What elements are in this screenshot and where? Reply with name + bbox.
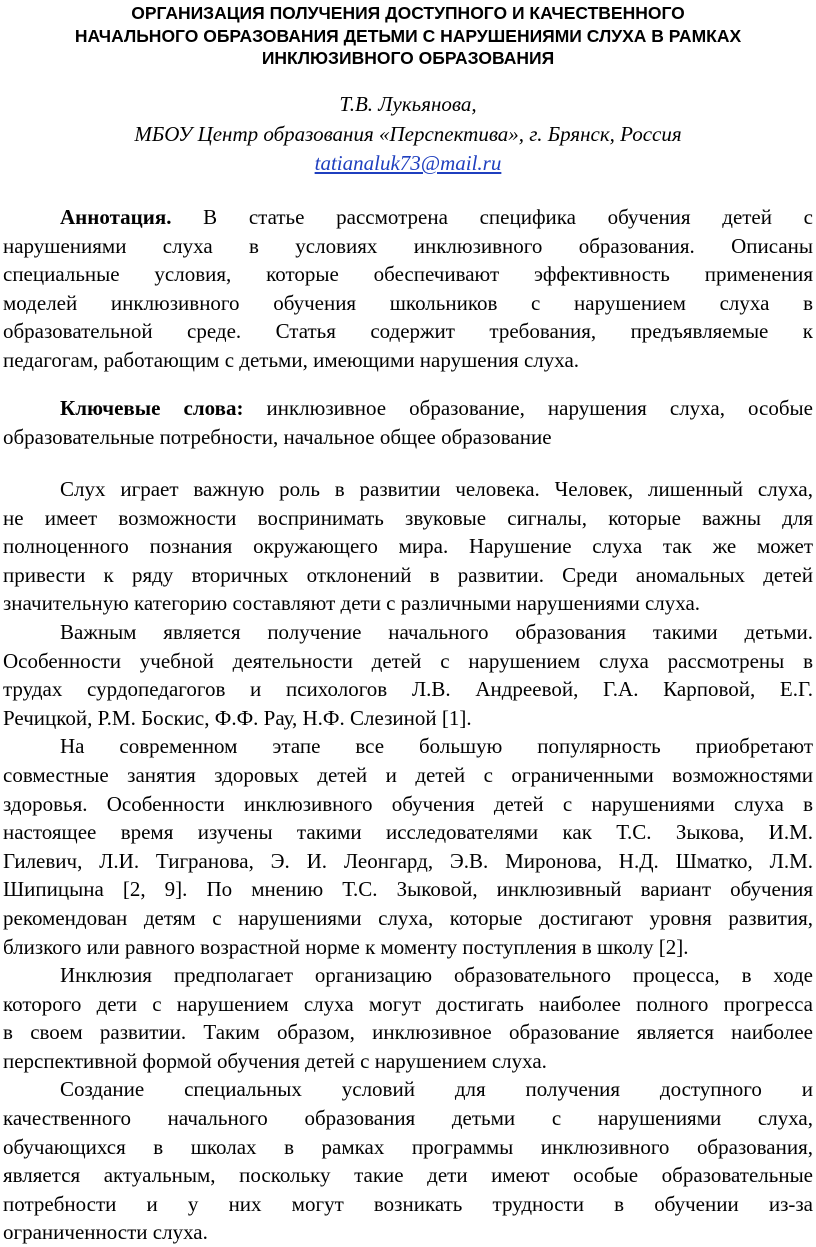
abstract-label: Аннотация. <box>60 205 172 229</box>
paragraph-line: близкого или равного возрастной норме к моменту поступления в школу [2]. <box>3 934 689 959</box>
paragraph-line: в своем развитии. Таким образом, инклюзивное образование является наиболее <box>3 1020 813 1045</box>
keywords <box>3 394 813 451</box>
paragraph-line: обучающихся в школах в рамках программы инклюзивного образования, <box>3 1134 813 1159</box>
abstract <box>3 203 813 375</box>
paragraph-line: Инклюзия предполагает организацию образовательного процесса, в ходе <box>60 963 813 988</box>
article-title <box>0 2 816 70</box>
abstract-line: моделей инклюзивного обучения школьников с нарушением слуха в <box>3 290 813 315</box>
paragraph-line: потребности и у них могут возникать трудности в обучении из-за <box>3 1191 813 1216</box>
paragraph-line: Создание специальных условий для получения доступного и <box>60 1077 813 1102</box>
paragraph-line: не имеет возможности воспринимать звуковые сигналы, которые важны для <box>3 505 813 530</box>
paragraph-line: рекомендован детям с нарушениями слуха, которые достигают уровня развития, <box>3 905 813 930</box>
paragraph-line: ограниченности слуха. <box>3 1220 208 1245</box>
paragraph-line: настоящее время изучены такими исследователями как Т.С. Зыкова, И.М. <box>3 820 813 845</box>
paragraph-line: трудах сурдопедагогов и психологов Л.В. Андреевой, Г.А. Карповой, Е.Г. <box>3 677 813 702</box>
title-line: ИНКЛЮЗИВНОГО ОБРАЗОВАНИЯ <box>261 48 555 68</box>
body-paragraph <box>3 618 813 732</box>
paragraph-line: качественного начального образования детьми с нарушениями слуха, <box>3 1106 813 1131</box>
author-email-link[interactable]: tatianaluk73@mail.ru <box>314 151 502 175</box>
keywords-label: Ключевые слова: <box>60 396 244 420</box>
abstract-line: нарушениями слуха в условиях инклюзивного образования. Описаны <box>3 233 813 258</box>
body-paragraph <box>3 961 813 1075</box>
paragraph-line: Шипицына [2, 9]. По мнению Т.С. Зыковой, инклюзивный вариант обучения <box>3 877 813 902</box>
author-name: Т.В. Лукьянова, <box>339 92 477 116</box>
keywords-line: инклюзивное образование, нарушения слуха, особые <box>243 396 813 420</box>
abstract-line: В статье рассмотрена специфика обучения детей с <box>171 205 813 229</box>
paragraph-line: Гилевич, Л.И. Тигранова, Э. И. Леонгард, Э.В. Миронова, Н.Д. Шматко, Л.М. <box>3 848 813 873</box>
paragraph-line: Особенности учебной деятельности детей с нарушением слуха рассмотрены в <box>3 648 813 673</box>
paragraph-line: является актуальным, поскольку такие дети имеют особые образовательные <box>3 1163 813 1188</box>
paragraph-line: На современном этапе все большую популярность приобретают <box>60 734 813 759</box>
paragraph-line: здоровья. Особенности инклюзивного обучения детей с нарушениями слуха в <box>3 791 813 816</box>
abstract-line: образовательной среде. Статья содержит требования, предъявляемые к <box>3 319 813 344</box>
body-text <box>3 475 813 1247</box>
paragraph-line: которого дети с нарушением слуха могут достигать наиболее полного прогресса <box>3 991 813 1016</box>
paragraph-line: перспективной формой обучения детей с нарушением слуха. <box>3 1048 547 1073</box>
paragraph-line: значительную категорию составляют дети с различными нарушениями слуха. <box>3 591 701 616</box>
title-line: НАЧАЛЬНОГО ОБРАЗОВАНИЯ ДЕТЬМИ С НАРУШЕНИЯМИ СЛУХА В РАМКАХ <box>74 25 742 46</box>
paragraph-line: совместные занятия здоровых детей и детей с ограниченными возможностями <box>3 762 813 787</box>
author-affiliation: МБОУ Центр образования «Перспектива», г. Брянск, Россия <box>134 122 682 146</box>
paragraph-line: полноценного познания окружающего мира. Нарушение слуха так же может <box>3 534 813 559</box>
title-line: ОРГАНИЗАЦИЯ ПОЛУЧЕНИЯ ДОСТУПНОГО И КАЧЕСТВЕННОГО <box>131 3 685 23</box>
body-paragraph <box>3 732 813 961</box>
paragraph-line: Речицкой, Р.М. Боскис, Ф.Ф. Рау, Н.Ф. Слезиной [1]. <box>3 705 472 730</box>
keywords-line: образовательные потребности, начальное общее образование <box>3 424 552 449</box>
paragraph-line: Важным является получение начального образования такими детьми. <box>60 619 813 644</box>
abstract-line: педагогам, работающим с детьми, имеющими нарушения слуха. <box>3 347 580 372</box>
paragraph-line: привести к ряду вторичных отклонений в развитии. Среди аномальных детей <box>3 562 813 587</box>
paragraph-line: Слух играет важную роль в развитии человека. Человек, лишенный слуха, <box>60 477 813 501</box>
body-paragraph <box>3 475 813 618</box>
abstract-line: специальные условия, которые обеспечивают эффективность применения <box>3 262 813 287</box>
body-paragraph <box>3 1075 813 1247</box>
